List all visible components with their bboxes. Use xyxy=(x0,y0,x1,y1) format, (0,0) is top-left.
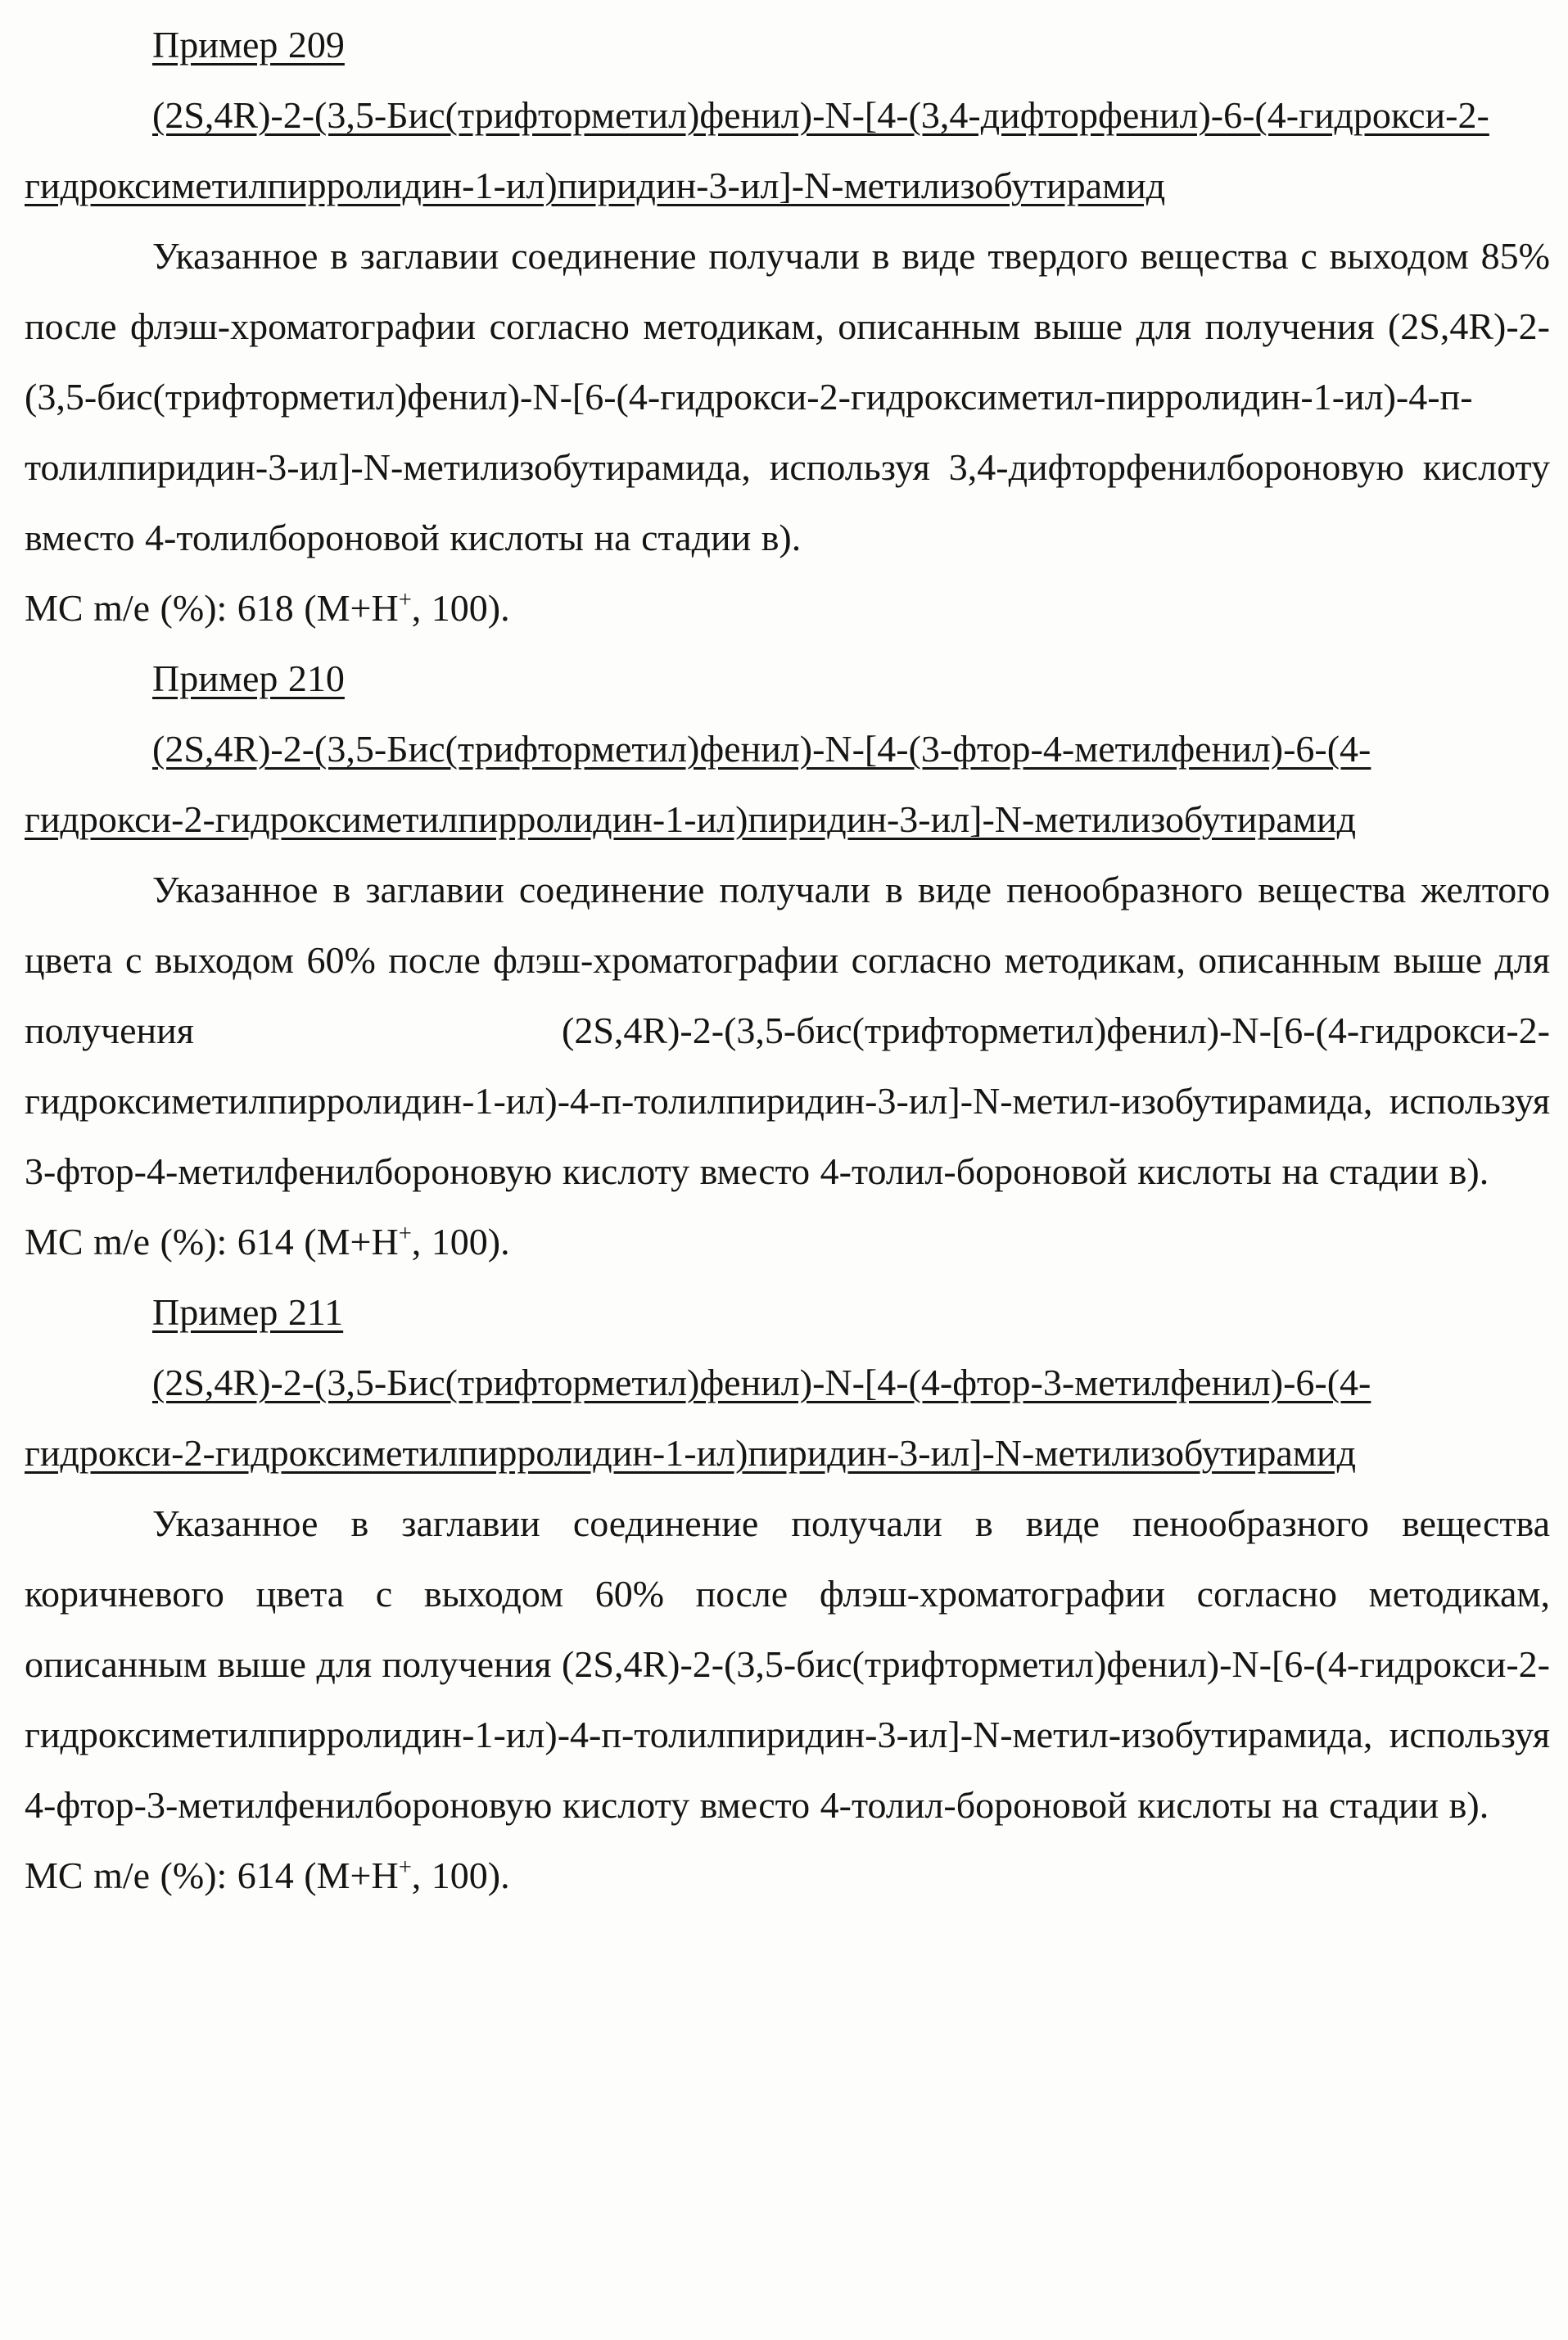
compound-name: (2S,4R)-2-(3,5-Бис(трифторметил)фенил)-N-[4-(3,4-дифторфенил)-6-(4-гидрокси-2-гидроксиметилпирролидин-1-ил)пиридин-3-ил]-N-метилизобутирамид xyxy=(25,94,1489,206)
mass-spec-superscript: + xyxy=(398,587,412,613)
example-heading-text: Пример 209 xyxy=(152,24,345,66)
mass-spec-prefix: МС m/e (%): 614 (M+H xyxy=(25,1221,399,1263)
mass-spec-prefix: МС m/e (%): 614 (M+H xyxy=(25,1854,399,1896)
example-heading xyxy=(25,10,1550,80)
mass-spec-suffix: , 100). xyxy=(411,1221,510,1263)
mass-spec-line xyxy=(25,1207,1550,1277)
example-heading xyxy=(25,644,1550,714)
example-heading-text: Пример 211 xyxy=(152,1291,344,1333)
example-heading-text: Пример 210 xyxy=(152,657,345,699)
compound-name: (2S,4R)-2-(3,5-Бис(трифторметил)фенил)-N-[4-(3-фтор-4-метилфенил)-6-(4-гидрокси-2-гидроксиметилпирролидин-1-ил)пиридин-3-ил]-N-метилизобутирамид xyxy=(25,728,1371,840)
mass-spec-suffix: , 100). xyxy=(411,587,510,629)
example-section-211 xyxy=(25,1277,1550,1911)
mass-spec-line xyxy=(25,1841,1550,1911)
mass-spec-prefix: МС m/e (%): 618 (M+H xyxy=(25,587,399,629)
mass-spec-suffix: , 100). xyxy=(411,1854,510,1896)
synthesis-description: Указанное в заглавии соединение получали в виде твердого вещества с выходом 85% после флэш-хроматографии согласно методикам, описанным выше для получения (2S,4R)-2-(3,5-бис(трифторметил)фенил)-N-[6-(4-гидрокси-2-гидроксиметил-пирролидин-1-ил)-4-п-толилпиридин-3-ил]-N-метилизобутирамида, используя 3,4-дифторфенилбороновую кислоту вместо 4-толилбороновой кислоты на стадии в). xyxy=(25,235,1550,558)
example-section-209 xyxy=(25,10,1550,644)
mass-spec-superscript: + xyxy=(398,1221,412,1247)
compound-name: (2S,4R)-2-(3,5-Бис(трифторметил)фенил)-N-[4-(4-фтор-3-метилфенил)-6-(4-гидрокси-2-гидроксиметилпирролидин-1-ил)пиридин-3-ил]-N-метилизобутирамид xyxy=(25,1362,1371,1474)
synthesis-description: Указанное в заглавии соединение получали в виде пенообразного вещества коричневого цвета с выходом 60% после флэш-хроматографии согласно методикам, описанным выше для получения (2S,4R)-2-(3,5-бис(трифторметил)фенил)-N-[6-(4-гидрокси-2-гидроксиметилпирролидин-1-ил)-4-п-толилпиридин-3-ил]-N-метил-изобутирамида, используя 4-фтор-3-метилфенилбороновую кислоту вместо 4-толил-бороновой кислоты на стадии в). xyxy=(25,1502,1550,1826)
synthesis-description: Указанное в заглавии соединение получали в виде пенообразного вещества желтого цвета с выходом 60% после флэш-хроматографии согласно методикам, описанным выше для получения (2S,4R)-2-(3,5-бис(трифторметил)фенил)-N-[6-(4-гидрокси-2-гидроксиметилпирролидин-1-ил)-4-п-толилпиридин-3-ил]-N-метил-изобутирамида, используя 3-фтор-4-метилфенилбороновую кислоту вместо 4-толил-бороновой кислоты на стадии в). xyxy=(25,869,1550,1192)
example-heading xyxy=(25,1277,1550,1348)
example-section-210 xyxy=(25,644,1550,1277)
mass-spec-line xyxy=(25,573,1550,644)
mass-spec-superscript: + xyxy=(398,1854,412,1881)
